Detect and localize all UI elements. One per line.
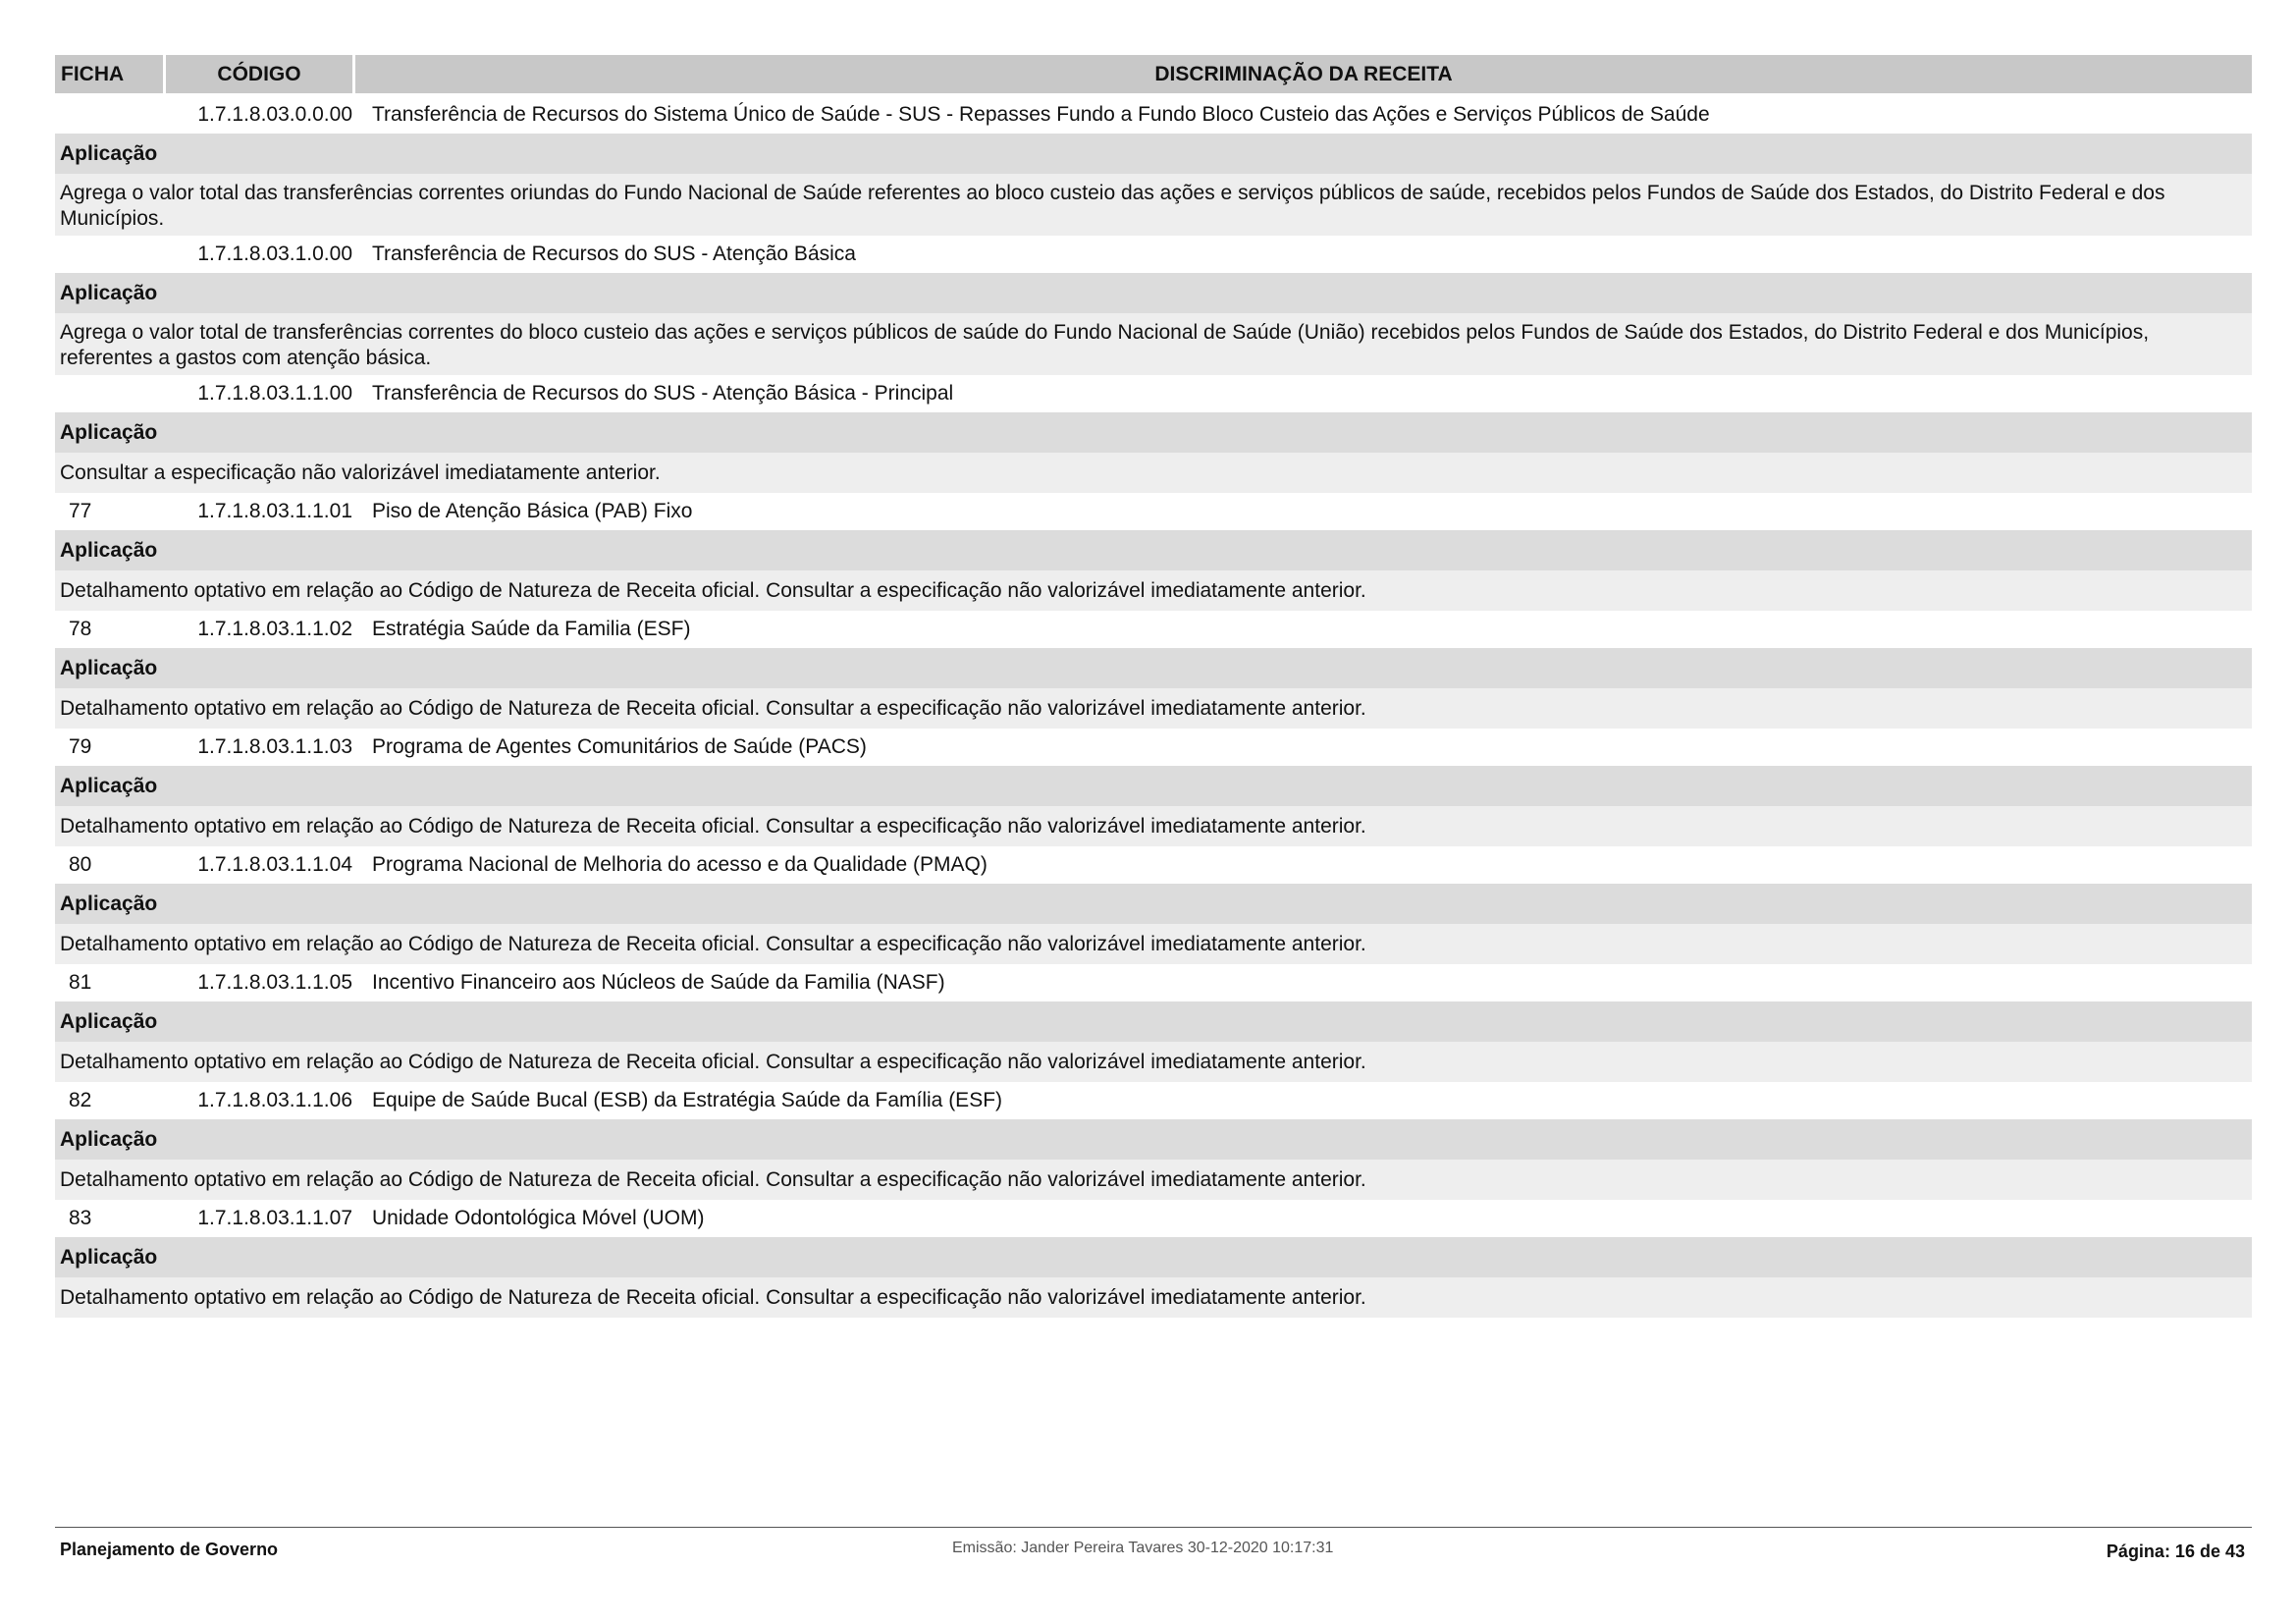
aplicacao-text: Detalhamento optativo em relação ao Código de Natureza de Receita oficial. Consultar a especificação não valorizável imediatamente anterior.	[55, 806, 2252, 846]
descricao-cell: Transferência de Recursos do Sistema Único de Saúde - SUS - Repasses Fundo a Fundo Bloco Custeio das Ações e Serviços Públicos de Saúde	[372, 103, 1710, 126]
descricao-cell: Piso de Atenção Básica (PAB) Fixo	[372, 500, 693, 522]
ficha-cell: 77	[69, 500, 92, 522]
aplicacao-text: Detalhamento optativo em relação ao Código de Natureza de Receita oficial. Consultar a especificação não valorizável imediatamente anterior.	[55, 688, 2252, 729]
revenue-table	[55, 55, 2252, 1318]
table-row	[55, 375, 2252, 412]
descricao-cell: Incentivo Financeiro aos Núcleos de Saúde da Familia (NASF)	[372, 971, 945, 994]
footer-emission-info: Emissão: Jander Pereira Tavares 30-12-2020 10:17:31	[952, 1540, 1334, 1556]
ficha-cell: 82	[69, 1089, 92, 1111]
codigo-cell: 1.7.1.8.03.1.1.03	[197, 735, 352, 758]
descricao-cell: Transferência de Recursos do SUS - Atenção Básica	[372, 243, 856, 265]
codigo-cell: 1.7.1.8.03.1.1.00	[197, 382, 352, 405]
aplicacao-label: Aplicação	[55, 1237, 2252, 1277]
aplicacao-text: Agrega o valor total de transferências correntes do bloco custeio das ações e serviços públicos de saúde do Fundo Nacional de Saúde (União) recebidos pelos Fundos de Saúde dos Estados, do Distrito Federal e dos Municípios, referentes a gastos com atenção básica.	[55, 313, 2252, 375]
aplicacao-label: Aplicação	[55, 412, 2252, 453]
descricao-cell: Equipe de Saúde Bucal (ESB) da Estratégia Saúde da Família (ESF)	[372, 1089, 1003, 1111]
aplicacao-label: Aplicação	[55, 273, 2252, 313]
aplicacao-label: Aplicação	[55, 1001, 2252, 1042]
ficha-cell: 79	[69, 735, 92, 758]
table-row	[55, 236, 2252, 273]
aplicacao-text: Detalhamento optativo em relação ao Código de Natureza de Receita oficial. Consultar a especificação não valorizável imediatamente anterior.	[55, 570, 2252, 611]
table-row	[55, 964, 2252, 1001]
table-header	[55, 55, 2252, 93]
aplicacao-label: Aplicação	[55, 766, 2252, 806]
footer-page-number: Página: 16 de 43	[2106, 1542, 2245, 1561]
descricao-cell: Programa de Agentes Comunitários de Saúde (PACS)	[372, 735, 867, 758]
table-row	[55, 611, 2252, 648]
aplicacao-label: Aplicação	[55, 1119, 2252, 1160]
aplicacao-text: Detalhamento optativo em relação ao Código de Natureza de Receita oficial. Consultar a especificação não valorizável imediatamente anterior.	[55, 1277, 2252, 1318]
table-row	[55, 493, 2252, 530]
table-row	[55, 846, 2252, 884]
codigo-cell: 1.7.1.8.03.1.1.02	[197, 618, 352, 640]
ficha-cell: 81	[69, 971, 92, 994]
aplicacao-text: Detalhamento optativo em relação ao Código de Natureza de Receita oficial. Consultar a especificação não valorizável imediatamente anterior.	[55, 1160, 2252, 1200]
footer-org-name: Planejamento de Governo	[60, 1540, 279, 1559]
codigo-cell: 1.7.1.8.03.1.0.00	[197, 243, 352, 265]
descricao-cell: Programa Nacional de Melhoria do acesso e da Qualidade (PMAQ)	[372, 853, 988, 876]
aplicacao-label: Aplicação	[55, 648, 2252, 688]
descricao-cell: Estratégia Saúde da Familia (ESF)	[372, 618, 691, 640]
header-ficha: FICHA	[55, 55, 163, 93]
codigo-cell: 1.7.1.8.03.1.1.07	[197, 1207, 352, 1229]
table-row	[55, 1082, 2252, 1119]
codigo-cell: 1.7.1.8.03.0.0.00	[197, 103, 352, 126]
codigo-cell: 1.7.1.8.03.1.1.06	[197, 1089, 352, 1111]
ficha-cell: 80	[69, 853, 92, 876]
codigo-cell: 1.7.1.8.03.1.1.04	[197, 853, 352, 876]
table-row	[55, 96, 2252, 134]
aplicacao-text: Detalhamento optativo em relação ao Código de Natureza de Receita oficial. Consultar a especificação não valorizável imediatamente anterior.	[55, 1042, 2252, 1082]
codigo-cell: 1.7.1.8.03.1.1.01	[197, 500, 352, 522]
aplicacao-text: Agrega o valor total das transferências correntes oriundas do Fundo Nacional de Saúde referentes ao bloco custeio das ações e serviços públicos de saúde, recebidos pelos Fundos de Saúde dos Estados, do Distrito Federal e dos Municípios.	[55, 174, 2252, 236]
aplicacao-label: Aplicação	[55, 134, 2252, 174]
ficha-cell: 83	[69, 1207, 92, 1229]
aplicacao-label: Aplicação	[55, 884, 2252, 924]
ficha-cell: 78	[69, 618, 92, 640]
table-row	[55, 729, 2252, 766]
header-discriminacao: DISCRIMINAÇÃO DA RECEITA	[355, 55, 2252, 93]
footer-divider	[55, 1527, 2252, 1528]
descricao-cell: Unidade Odontológica Móvel (UOM)	[372, 1207, 705, 1229]
aplicacao-text: Consultar a especificação não valorizável imediatamente anterior.	[55, 453, 2252, 493]
aplicacao-label: Aplicação	[55, 530, 2252, 570]
codigo-cell: 1.7.1.8.03.1.1.05	[197, 971, 352, 994]
header-codigo: CÓDIGO	[166, 55, 352, 93]
descricao-cell: Transferência de Recursos do SUS - Atenção Básica - Principal	[372, 382, 954, 405]
aplicacao-text: Detalhamento optativo em relação ao Código de Natureza de Receita oficial. Consultar a especificação não valorizável imediatamente anterior.	[55, 924, 2252, 964]
table-row	[55, 1200, 2252, 1237]
